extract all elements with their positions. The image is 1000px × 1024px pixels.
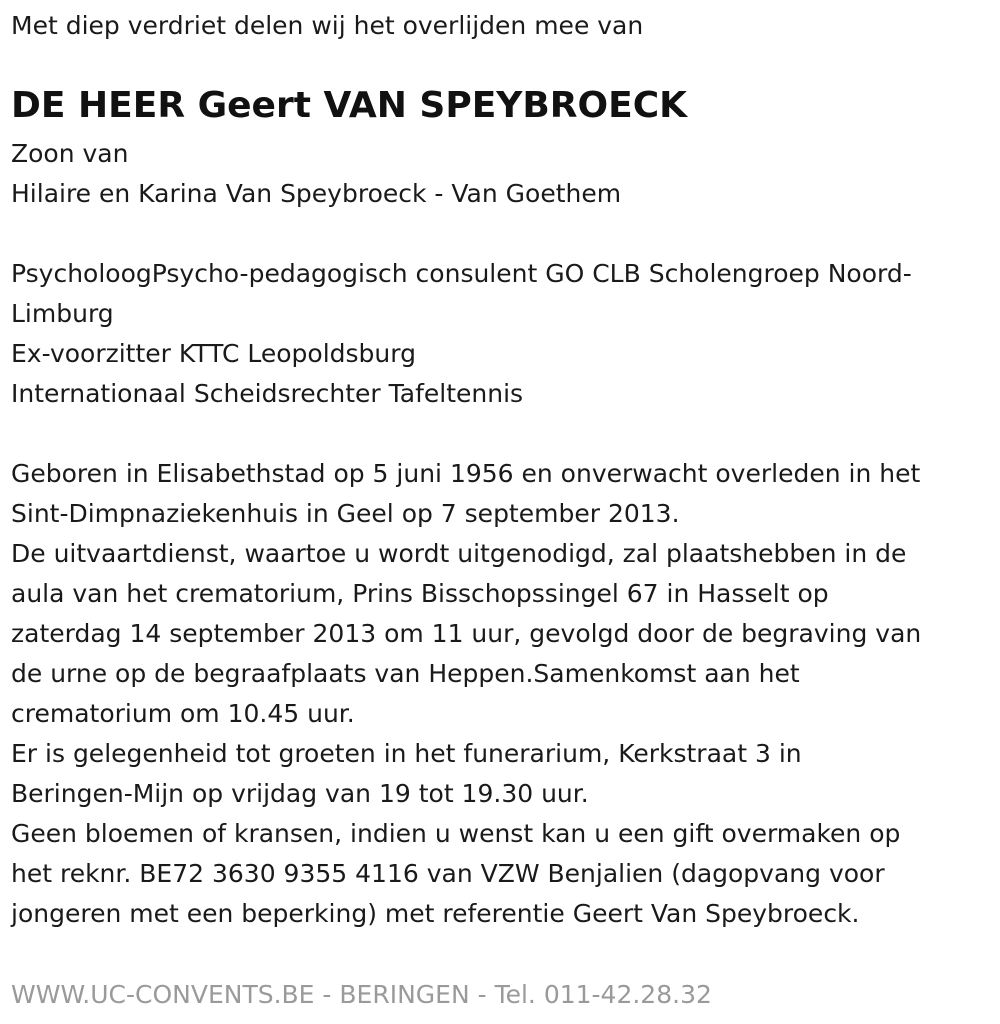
details-block	[11, 454, 921, 934]
details-line: Geboren in Elisabethstad op 5 juni 1956 en onverwacht overleden in het	[11, 459, 921, 488]
details-line: crematorium om 10.45 uur.	[11, 699, 355, 728]
function-line: Ex-voorzitter KTTC Leopoldsburg	[11, 339, 416, 368]
function-line: Internationaal Scheidsrechter Tafeltennis	[11, 379, 524, 408]
details-line: zaterdag 14 september 2013 om 11 uur, gevolgd door de begraving van	[11, 619, 922, 648]
details-line: jongeren met een beperking) met referentie Geert Van Speybroeck.	[11, 899, 860, 928]
function-line: Limburg	[11, 299, 114, 328]
parents-line: Zoon van	[11, 139, 129, 168]
details-line: de urne op de begraafplaats van Heppen.Samenkomst aan het	[11, 659, 800, 688]
details-line: Er is gelegenheid tot groeten in het funerarium, Kerkstraat 3 in	[11, 739, 802, 768]
footer-credit: WWW.UC-CONVENTS.BE - BERINGEN - Tel. 011-42.28.32	[11, 980, 712, 1009]
function-line: PsycholoogPsycho-pedagogisch consulent GO CLB Scholengroep Noord-	[11, 259, 912, 288]
details-line: Geen bloemen of kransen, indien u wenst kan u een gift overmaken op	[11, 819, 901, 848]
parents-line: Hilaire en Karina Van Speybroeck - Van Goethem	[11, 179, 622, 208]
details-line: Beringen-Mijn op vrijdag van 19 tot 19.30 uur.	[11, 779, 589, 808]
deceased-name: DE HEER Geert VAN SPEYBROECK	[11, 85, 688, 126]
details-line: Sint-Dimpnaziekenhuis in Geel op 7 september 2013.	[11, 499, 680, 528]
details-line: De uitvaartdienst, waartoe u wordt uitgenodigd, zal plaatshebben in de	[11, 539, 907, 568]
details-line: aula van het crematorium, Prins Bisschopssingel 67 in Hasselt op	[11, 579, 829, 608]
parents-block	[11, 134, 621, 214]
intro-text: Met diep verdriet delen wij het overlijden mee van	[11, 11, 644, 40]
functions-block	[11, 254, 912, 414]
details-line: het reknr. BE72 3630 9355 4116 van VZW Benjalien (dagopvang voor	[11, 859, 885, 888]
